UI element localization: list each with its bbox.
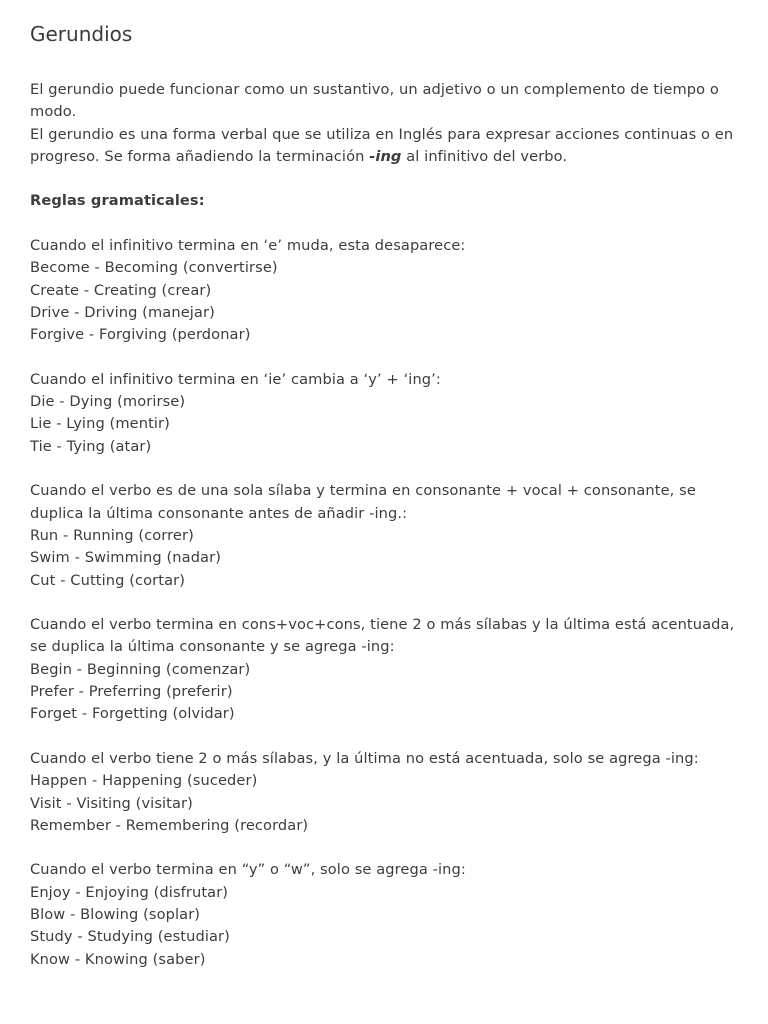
rule-text: Cuando el verbo termina en cons+voc+cons, tiene 2 o más sílabas y la última está acentuada, se duplica la última consonante y se agrega -ing: bbox=[30, 616, 735, 656]
example-line: Prefer - Preferring (preferir) bbox=[30, 683, 233, 701]
spacer bbox=[30, 837, 738, 859]
example-line: Die - Dying (morirse) bbox=[30, 393, 186, 411]
intro-line-2 bbox=[30, 124, 738, 169]
rule-text: Cuando el infinitivo termina en ‘ie’ cambia a ‘y’ + ‘ing’: bbox=[30, 370, 441, 388]
spacer bbox=[30, 213, 738, 235]
rule-text: Cuando el infinitivo termina en ‘e’ muda, esta desaparece: bbox=[30, 237, 466, 255]
example-line: Begin - Beginning (comenzar) bbox=[30, 660, 251, 678]
intro-line-2-end: al infinitivo del verbo. bbox=[401, 147, 568, 165]
spacer bbox=[30, 726, 738, 748]
spacer bbox=[30, 458, 738, 480]
page-title: Gerundios bbox=[30, 22, 133, 46]
rule-text: Cuando el verbo termina en “y” o “w”, solo se agrega -ing: bbox=[30, 861, 466, 879]
rules-heading: Reglas gramaticales: bbox=[30, 192, 205, 210]
example-line: Blow - Blowing (soplar) bbox=[30, 905, 201, 923]
example-line: Become - Becoming (convertirse) bbox=[30, 259, 278, 277]
example-line: Lie - Lying (mentir) bbox=[30, 415, 170, 433]
spacer bbox=[30, 347, 738, 369]
spacer bbox=[30, 168, 738, 190]
rule-text: Cuando el verbo es de una sola sílaba y termina en consonante + vocal + consonante, se duplica la última consonante antes de añadir -ing.: bbox=[30, 482, 696, 522]
example-line: Tie - Tying (atar) bbox=[30, 437, 152, 455]
intro-line-1: El gerundio puede funcionar como un sustantivo, un adjetivo o un complemento de tiempo o modo. bbox=[30, 81, 719, 121]
example-line: Cut - Cutting (cortar) bbox=[30, 571, 185, 589]
example-line: Remember - Remembering (recordar) bbox=[30, 816, 309, 834]
example-line: Happen - Happening (suceder) bbox=[30, 772, 258, 790]
example-line: Drive - Driving (manejar) bbox=[30, 303, 215, 321]
example-line: Study - Studying (estudiar) bbox=[30, 928, 230, 946]
rule-text: Cuando el verbo tiene 2 o más sílabas, y la última no está acentuada, solo se agrega -ing: bbox=[30, 749, 699, 767]
example-line: Forgive - Forgiving (perdonar) bbox=[30, 326, 251, 344]
example-line: Forget - Forgetting (olvidar) bbox=[30, 705, 235, 723]
example-line: Create - Creating (crear) bbox=[30, 281, 212, 299]
intro-line-2-start: El gerundio es una forma verbal que se utiliza en Inglés para expresar acciones continuas o en progreso. Se forma añadiendo la terminación bbox=[30, 125, 734, 165]
example-line: Enjoy - Enjoying (disfrutar) bbox=[30, 883, 229, 901]
spacer bbox=[30, 592, 738, 614]
example-line: Run - Running (correr) bbox=[30, 526, 194, 544]
example-line: Visit - Visiting (visitar) bbox=[30, 794, 193, 812]
example-line: Swim - Swimming (nadar) bbox=[30, 549, 221, 567]
ing-suffix: -ing bbox=[369, 147, 402, 165]
note-body bbox=[30, 79, 738, 971]
example-line: Know - Knowing (saber) bbox=[30, 950, 206, 968]
